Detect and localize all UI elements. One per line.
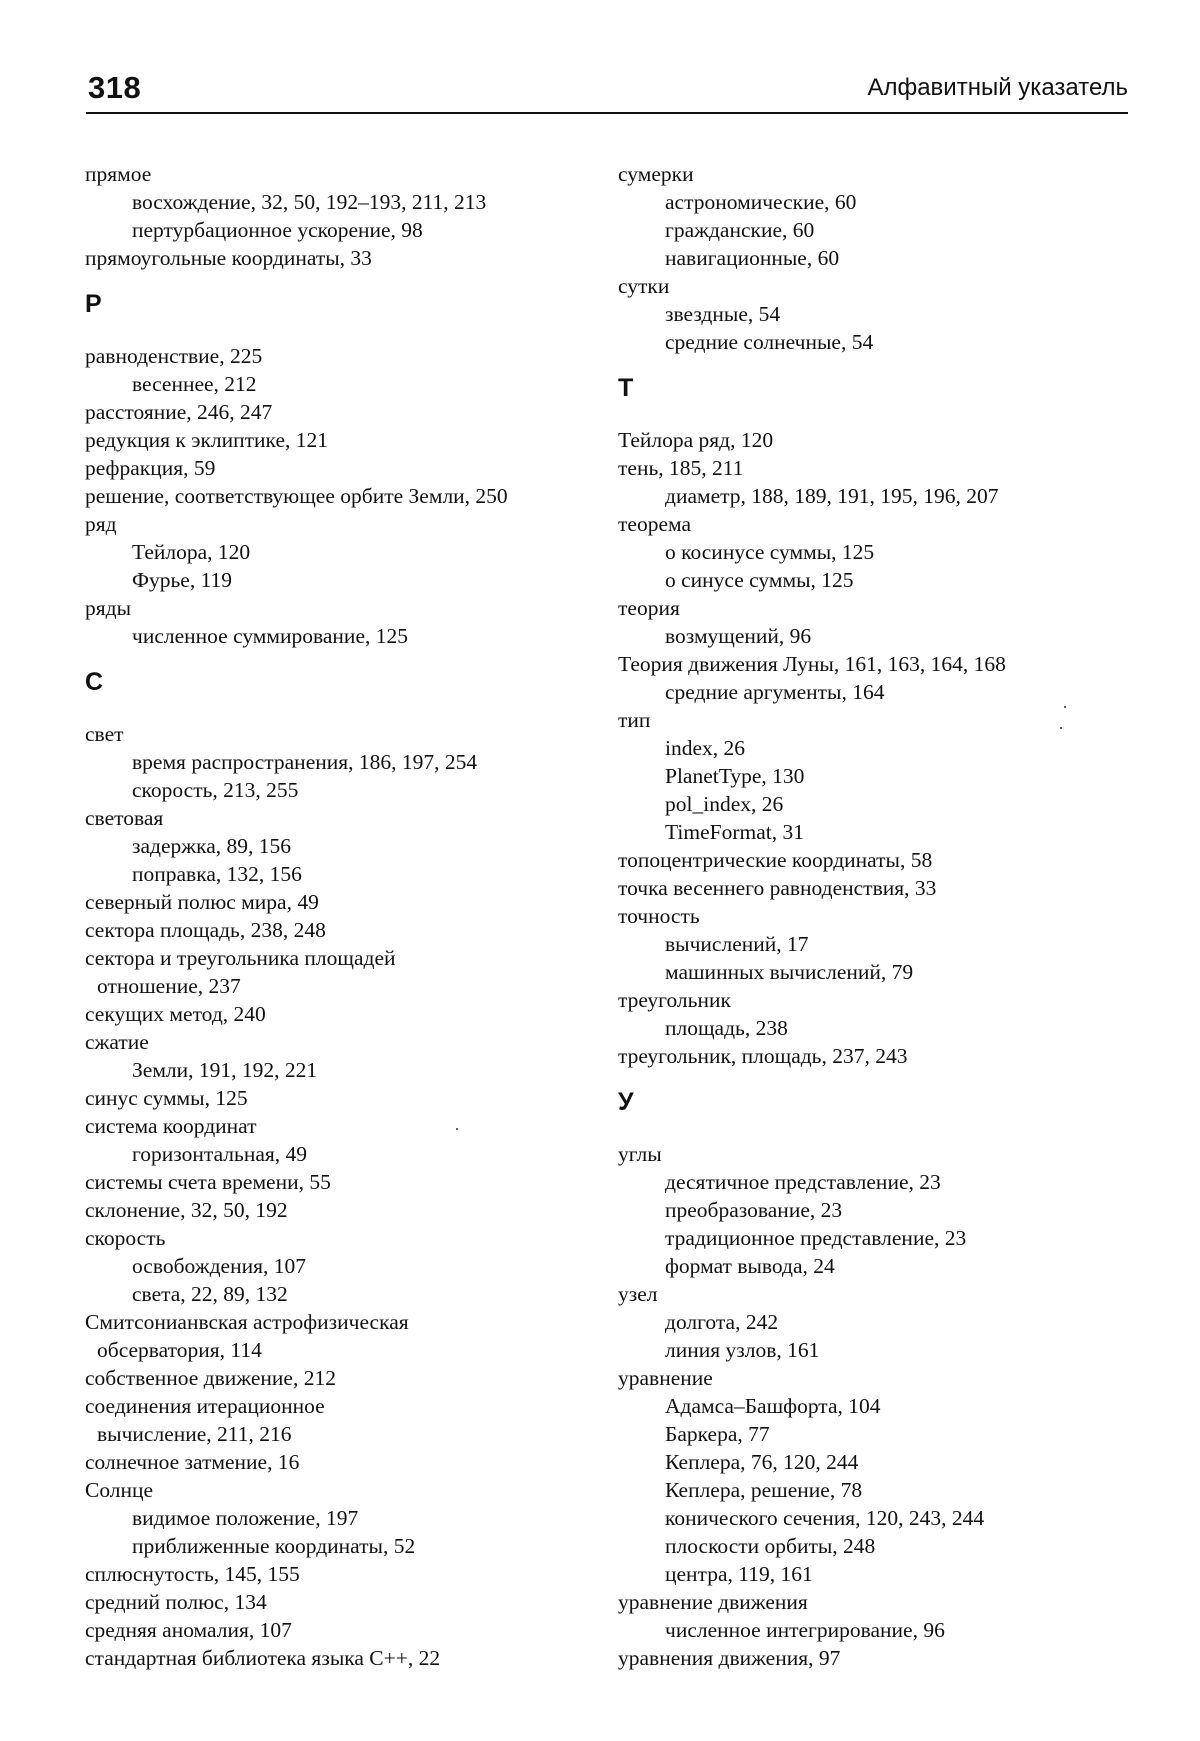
index-subentry: PlanetType, 130 bbox=[665, 764, 805, 788]
index-subentry: звездные, 54 bbox=[665, 302, 781, 326]
index-entry: углы bbox=[618, 1142, 662, 1166]
letter-heading-r: Р bbox=[85, 290, 102, 318]
index-entry: ряды bbox=[85, 596, 132, 620]
index-subentry: видимое положение, 197 bbox=[132, 1506, 359, 1530]
running-title: Алфавитный указатель bbox=[867, 74, 1128, 101]
index-subentry: численное суммирование, 125 bbox=[132, 624, 408, 648]
index-subentry: преобразование, 23 bbox=[665, 1198, 843, 1222]
index-entry: Тейлора ряд, 120 bbox=[618, 428, 774, 452]
index-entry: прямое bbox=[85, 162, 152, 186]
entry-group bbox=[618, 1140, 1158, 1672]
index-entry: свет bbox=[85, 722, 124, 746]
letter-heading-u: У bbox=[618, 1088, 634, 1116]
index-entry: теорема bbox=[618, 512, 691, 536]
index-entry: треугольник, площадь, 237, 243 bbox=[618, 1044, 908, 1068]
index-entry: теория bbox=[618, 596, 680, 620]
index-subentry: освобождения, 107 bbox=[132, 1254, 306, 1278]
index-subentry: весеннее, 212 bbox=[132, 372, 257, 396]
index-entry: рефракция, 59 bbox=[85, 456, 216, 480]
index-entry: ряд bbox=[85, 512, 117, 536]
index-entry: собственное движение, 212 bbox=[85, 1366, 336, 1390]
index-entry: уравнение bbox=[618, 1366, 713, 1390]
index-entry: отношение, 237 bbox=[97, 974, 241, 998]
index-column-right bbox=[618, 160, 1158, 1672]
index-entry: точка весеннего равноденствия, 33 bbox=[618, 876, 937, 900]
index-entry: сплюснутость, 145, 155 bbox=[85, 1562, 300, 1586]
index-subentry: центра, 119, 161 bbox=[665, 1562, 813, 1586]
index-subentry: пертурбационное ускорение, 98 bbox=[132, 218, 423, 242]
index-subentry: возмущений, 96 bbox=[665, 624, 812, 648]
index-entry: уравнения движения, 97 bbox=[618, 1646, 841, 1670]
index-entry: равноденствие, 225 bbox=[85, 344, 263, 368]
entry-group bbox=[618, 160, 1158, 356]
index-entry: солнечное затмение, 16 bbox=[85, 1450, 300, 1474]
entry-group bbox=[618, 426, 1158, 1070]
letter-heading-s: С bbox=[85, 668, 104, 696]
index-entry: Теория движения Луны, 161, 163, 164, 168 bbox=[618, 652, 1006, 676]
index-subentry: скорость, 213, 255 bbox=[132, 778, 299, 802]
index-entry: световая bbox=[85, 806, 164, 830]
print-speck bbox=[456, 1128, 458, 1130]
index-subentry: площадь, 238 bbox=[665, 1016, 788, 1040]
index-subentry: поправка, 132, 156 bbox=[132, 862, 302, 886]
index-subentry: диаметр, 188, 189, 191, 195, 196, 207 bbox=[665, 484, 999, 508]
page-number: 318 bbox=[88, 70, 142, 105]
index-entry: уравнение движения bbox=[618, 1590, 808, 1614]
index-entry: северный полюс мира, 49 bbox=[85, 890, 319, 914]
index-entry: сутки bbox=[618, 274, 670, 298]
index-subentry: приближенные координаты, 52 bbox=[132, 1534, 416, 1558]
index-entry: треугольник bbox=[618, 988, 731, 1012]
print-speck bbox=[1060, 727, 1062, 729]
entry-group bbox=[85, 160, 625, 272]
index-entry: средний полюс, 134 bbox=[85, 1590, 267, 1614]
index-subentry: долгота, 242 bbox=[665, 1310, 779, 1334]
index-subentry: астрономические, 60 bbox=[665, 190, 857, 214]
index-entry: решение, соответствующее орбите Земли, 250 bbox=[85, 484, 508, 508]
index-subentry: формат вывода, 24 bbox=[665, 1254, 835, 1278]
index-subentry: машинных вычислений, 79 bbox=[665, 960, 914, 984]
index-subentry: Тейлора, 120 bbox=[132, 540, 251, 564]
index-entry: точность bbox=[618, 904, 700, 928]
index-subentry: плоскости орбиты, 248 bbox=[665, 1534, 876, 1558]
index-subentry: гражданские, 60 bbox=[665, 218, 815, 242]
index-entry: стандартная библиотека языка C++, 22 bbox=[85, 1646, 441, 1670]
index-entry: склонение, 32, 50, 192 bbox=[85, 1198, 288, 1222]
index-entry: секущих метод, 240 bbox=[85, 1002, 266, 1026]
index-entry: сумерки bbox=[618, 162, 694, 186]
index-subentry: pol_index, 26 bbox=[665, 792, 784, 816]
index-subentry: средние аргументы, 164 bbox=[665, 680, 885, 704]
index-subentry: восхождение, 32, 50, 192–193, 211, 213 bbox=[132, 190, 487, 214]
index-entry: тень, 185, 211 bbox=[618, 456, 744, 480]
index-subentry: горизонтальная, 49 bbox=[132, 1142, 308, 1166]
index-subentry: конического сечения, 120, 243, 244 bbox=[665, 1506, 985, 1530]
index-subentry: задержка, 89, 156 bbox=[132, 834, 292, 858]
index-entry: тип bbox=[618, 708, 651, 732]
index-subentry: вычислений, 17 bbox=[665, 932, 809, 956]
index-entry: соединения итерационное bbox=[85, 1394, 325, 1418]
index-entry: Солнце bbox=[85, 1478, 154, 1502]
index-subentry: традиционное представление, 23 bbox=[665, 1226, 967, 1250]
entry-group bbox=[85, 342, 625, 650]
index-entry: вычисление, 211, 216 bbox=[97, 1422, 292, 1446]
index-column-left bbox=[85, 160, 625, 1672]
entry-group bbox=[85, 720, 625, 1672]
index-subentry: навигационные, 60 bbox=[665, 246, 840, 270]
index-entry: скорость bbox=[85, 1226, 166, 1250]
index-subentry: Фурье, 119 bbox=[132, 568, 233, 592]
index-entry: редукция к эклиптике, 121 bbox=[85, 428, 329, 452]
index-entry: сжатие bbox=[85, 1030, 149, 1054]
index-entry: средняя аномалия, 107 bbox=[85, 1618, 292, 1642]
index-entry: прямоугольные координаты, 33 bbox=[85, 246, 372, 270]
index-entry: Смитсонианвская астрофизическая bbox=[85, 1310, 409, 1334]
index-subentry: линия узлов, 161 bbox=[665, 1338, 820, 1362]
print-speck bbox=[1064, 706, 1066, 708]
page-header bbox=[86, 60, 1128, 114]
index-subentry: средние солнечные, 54 bbox=[665, 330, 874, 354]
index-subentry: о синусе суммы, 125 bbox=[665, 568, 854, 592]
index-subentry: Земли, 191, 192, 221 bbox=[132, 1058, 318, 1082]
index-entry: системы счета времени, 55 bbox=[85, 1170, 331, 1194]
index-subentry: света, 22, 89, 132 bbox=[132, 1282, 288, 1306]
index-entry: сектора площадь, 238, 248 bbox=[85, 918, 326, 942]
index-entry: расстояние, 246, 247 bbox=[85, 400, 273, 424]
index-subentry: о косинусе суммы, 125 bbox=[665, 540, 875, 564]
index-subentry: TimeFormat, 31 bbox=[665, 820, 804, 844]
index-entry: обсерватория, 114 bbox=[97, 1338, 262, 1362]
index-subentry: численное интегрирование, 96 bbox=[665, 1618, 945, 1642]
index-subentry: десятичное представление, 23 bbox=[665, 1170, 941, 1194]
letter-heading-t: Т bbox=[618, 374, 634, 402]
index-subentry: Кеплера, решение, 78 bbox=[665, 1478, 863, 1502]
index-subentry: время распространения, 186, 197, 254 bbox=[132, 750, 478, 774]
index-subentry: Баркера, 77 bbox=[665, 1422, 770, 1446]
index-entry: узел bbox=[618, 1282, 658, 1306]
index-subentry: Кеплера, 76, 120, 244 bbox=[665, 1450, 859, 1474]
index-entry: сектора и треугольника площадей bbox=[85, 946, 396, 970]
index-subentry: index, 26 bbox=[665, 736, 746, 760]
index-entry: топоцентрические координаты, 58 bbox=[618, 848, 933, 872]
index-entry: синус суммы, 125 bbox=[85, 1086, 248, 1110]
index-entry: система координат bbox=[85, 1114, 257, 1138]
index-subentry: Адамса–Башфорта, 104 bbox=[665, 1394, 881, 1418]
